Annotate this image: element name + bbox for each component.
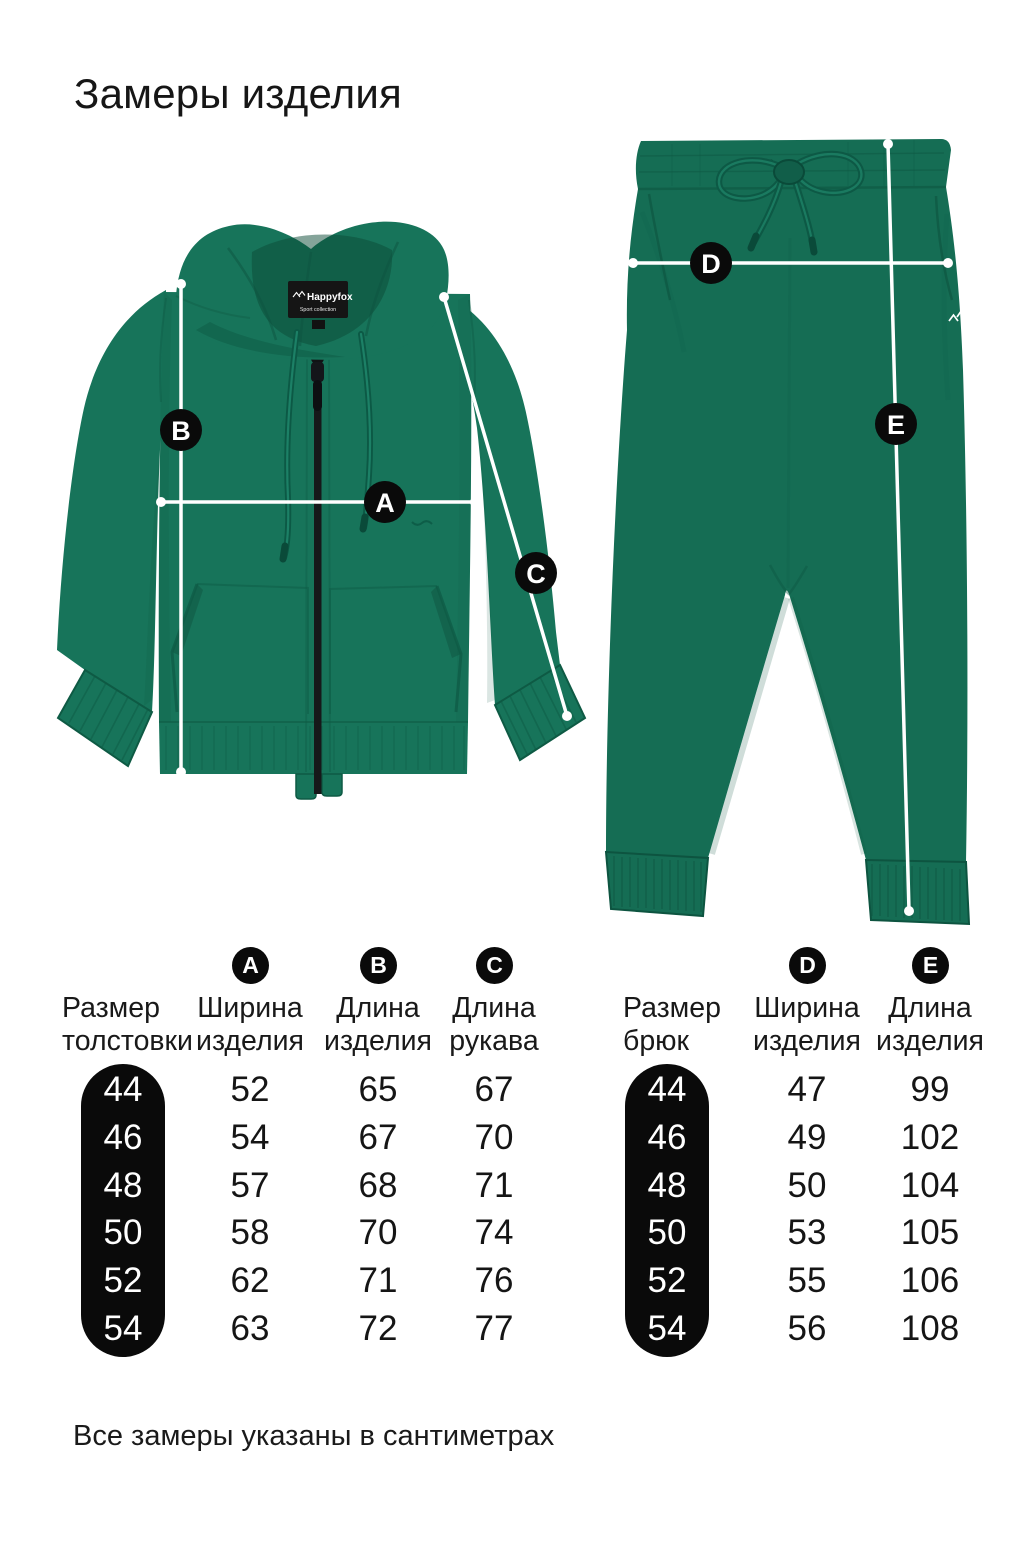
- table-cell: 49: [787, 1118, 827, 1157]
- brand-label-name: Happyfox: [307, 292, 353, 303]
- units-note: Все замеры указаны в сантиметрах: [73, 1420, 555, 1452]
- brand-label-collection: Sport collection: [299, 307, 337, 313]
- table-cell: 47: [787, 1070, 827, 1109]
- table-cell: 102: [900, 1118, 960, 1157]
- column-badge-C: C: [476, 947, 513, 984]
- table-cell: 74: [474, 1213, 514, 1252]
- column-label-D: Ширина изделия: [753, 992, 861, 1057]
- hoodie-size: 54: [103, 1309, 143, 1348]
- pants-illustration: [606, 139, 969, 924]
- table-cell: 67: [358, 1118, 398, 1157]
- pants-size: 48: [647, 1166, 687, 1205]
- table-cell: 56: [787, 1309, 827, 1348]
- hoodie-size: 50: [103, 1213, 143, 1252]
- hoodie-size-header: Размер толстовки: [62, 992, 193, 1057]
- table-cell: 57: [230, 1166, 270, 1205]
- pants-size: 54: [647, 1309, 687, 1348]
- pants-size: 46: [647, 1118, 687, 1157]
- table-cell: 63: [230, 1309, 270, 1348]
- table-cell: 55: [787, 1261, 827, 1300]
- table-cell: 62: [230, 1261, 270, 1300]
- column-badge-E: E: [912, 947, 949, 984]
- marker-E: [875, 403, 917, 445]
- table-cell: 58: [230, 1213, 270, 1252]
- column-label-B: Длина изделия: [324, 992, 432, 1057]
- hoodie-size: 52: [103, 1261, 143, 1300]
- column-badge-B: B: [360, 947, 397, 984]
- zipper-pull: [313, 380, 322, 411]
- hoodie-size: 48: [103, 1166, 143, 1205]
- table-cell: 72: [358, 1309, 398, 1348]
- column-badge-A: A: [232, 947, 269, 984]
- table-cell: 70: [474, 1118, 514, 1157]
- table-cell: 53: [787, 1213, 827, 1252]
- svg-text:C: C: [526, 559, 546, 589]
- marker-C: [515, 552, 557, 594]
- pants-size-header: Размер брюк: [623, 992, 721, 1057]
- table-cell: 106: [900, 1261, 960, 1300]
- table-cell: 104: [900, 1166, 960, 1205]
- svg-text:D: D: [701, 249, 721, 279]
- table-cell: 70: [358, 1213, 398, 1252]
- svg-text:E: E: [886, 410, 906, 440]
- pants-size: 44: [647, 1070, 687, 1109]
- table-cell: 71: [474, 1166, 514, 1205]
- table-cell: 54: [230, 1118, 270, 1157]
- table-cell: 108: [900, 1309, 960, 1348]
- table-cell: 65: [358, 1070, 398, 1109]
- pants-size: 50: [647, 1213, 687, 1252]
- table-cell: 99: [910, 1070, 950, 1109]
- svg-text:B: B: [171, 416, 191, 446]
- column-label-A: Ширина изделия: [196, 992, 304, 1057]
- table-cell: 50: [787, 1166, 827, 1205]
- pants-right-cuff: [866, 860, 969, 924]
- table-cell: 71: [358, 1261, 398, 1300]
- column-badge-D: D: [789, 947, 826, 984]
- page-title: Замеры изделия: [74, 70, 402, 117]
- table-cell: 77: [474, 1309, 514, 1348]
- marker-A: [364, 481, 406, 523]
- hoodie-size: 44: [103, 1070, 143, 1109]
- table-cell: 76: [474, 1261, 514, 1300]
- table-cell: 68: [358, 1166, 398, 1205]
- hoodie-hem: [159, 722, 468, 774]
- hoodie-size: 46: [103, 1118, 143, 1157]
- table-cell: 105: [900, 1213, 960, 1252]
- table-cell: 52: [230, 1070, 270, 1109]
- pants-size: 52: [647, 1261, 687, 1300]
- size-tag: [312, 320, 325, 329]
- column-label-E: Длина изделия: [876, 992, 984, 1057]
- svg-text:A: A: [375, 488, 395, 518]
- column-label-C: Длина рукава: [449, 992, 539, 1057]
- table-cell: 67: [474, 1070, 514, 1109]
- marker-D: [690, 242, 732, 284]
- marker-B: [160, 409, 202, 451]
